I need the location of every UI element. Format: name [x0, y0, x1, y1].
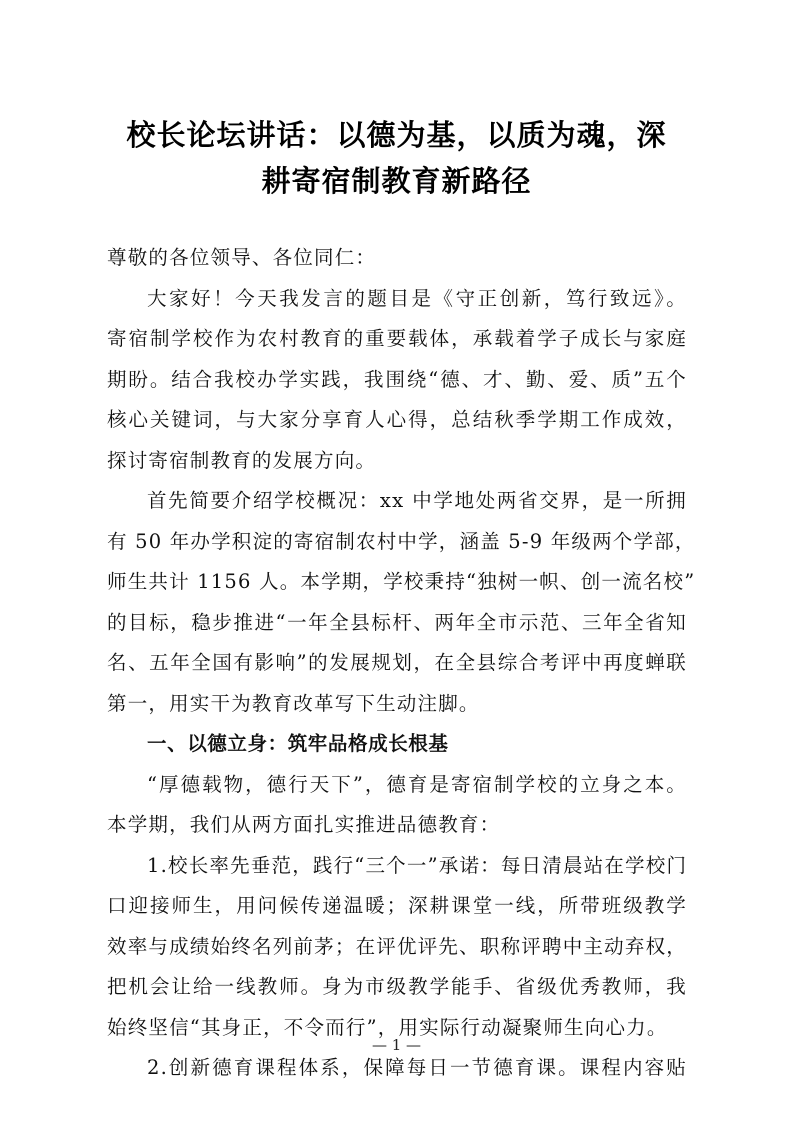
- text-line: 师生共计 1156 人。本学期，学校秉持“独树一帜、创一流名校”: [107, 570, 696, 593]
- text-line: 大家好！今天我发言的题目是《守正创新，笃行致远》。: [147, 286, 687, 310]
- text-line: 首先简要介绍学校概况：xx 中学地处两省交界，是一所拥: [147, 489, 687, 512]
- text-line: 始终坚信“其身正，不令而行”，用实际行动凝聚师生向心力。: [107, 1015, 668, 1039]
- text-line: 探讨寄宿制教育的发展方向。: [107, 448, 377, 472]
- document-body: [107, 238, 696, 1089]
- paragraph-item-1: [107, 846, 687, 1049]
- paragraph-item-2: [107, 1048, 687, 1089]
- salutation: 尊敬的各位领导、各位同仁：: [107, 246, 377, 269]
- text-line: “厚德载物，德行天下”，德育是寄宿制学校的立身之本。: [147, 772, 687, 796]
- text-line: 效率与成绩始终名列前茅；在评优评先、职称评聘中主动弃权，: [107, 934, 687, 958]
- text-line: 把机会让给一线教师。身为市级教学能手、省级优秀教师，我: [107, 975, 687, 998]
- text-line: 名、五年全国有影响”的发展规划，在全县综合考评中再度蝉联: [107, 651, 687, 674]
- text-line: 寄宿制学校作为农村教育的重要载体，承载着学子成长与家庭: [107, 327, 687, 350]
- text-line: 的目标，稳步推进“一年全县标杆、两年全市示范、三年全省知: [107, 610, 687, 634]
- title-line-1: 校长论坛讲话：以德为基，以质为魂，深: [126, 118, 667, 152]
- text-line: 有 50 年办学积淀的寄宿制农村中学，涵盖 5-9 年级两个学部，: [107, 529, 696, 553]
- text-line: 核心关键词，与大家分享育人心得，总结秋季学期工作成效，: [107, 408, 687, 431]
- page-number: — 1 —: [371, 1036, 422, 1054]
- text-line: 本学期，我们从两方面扎实推进品德教育：: [107, 813, 501, 836]
- text-line: 2.创新德育课程体系，保障每日一节德育课。课程内容贴: [147, 1056, 687, 1079]
- text-line: 第一，用实干为教育改革写下生动注脚。: [107, 691, 480, 715]
- title-line-2: 耕寄宿制教育新路径: [261, 164, 532, 198]
- paragraph-moral-intro: [107, 765, 687, 846]
- text-line: 口迎接师生，用问候传递温暖；深耕课堂一线，所带班级教学: [107, 894, 687, 917]
- paragraph-greeting: [107, 279, 687, 482]
- paragraph-school-overview: [107, 481, 696, 724]
- section-heading-1: 一、以德立身：筑牢品格成长根基: [147, 732, 449, 755]
- text-line: 期盼。结合我校办学实践，我围绕“德、才、勤、爱、质”五个: [107, 367, 687, 391]
- document-title: [95, 112, 698, 204]
- text-line: 1.校长率先垂范，践行“三个一”承诺：每日清晨站在学校门: [147, 853, 688, 877]
